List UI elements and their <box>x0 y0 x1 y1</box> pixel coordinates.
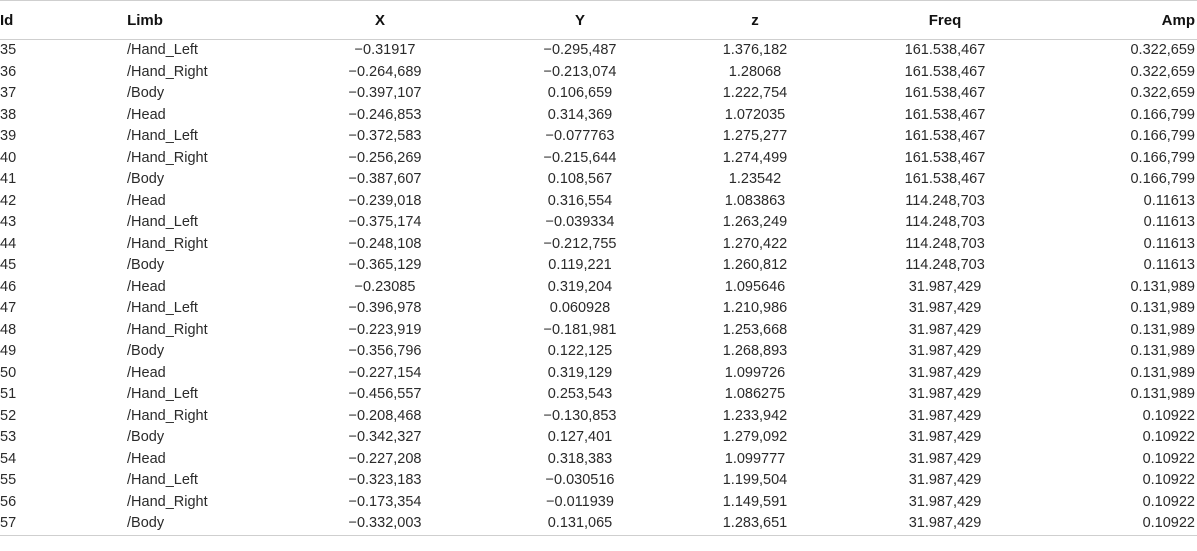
cell-x: −0.456,557 <box>348 386 422 402</box>
cell-x: −0.173,354 <box>348 493 422 510</box>
cell-z: 1.086275 <box>724 386 786 402</box>
cell-freq: 114.248,703 <box>905 214 985 230</box>
table-row <box>0 513 1197 535</box>
cell-x: −0.246,853 <box>348 106 422 123</box>
cell-x: −0.264,689 <box>348 63 422 80</box>
cell-amp: 0.10922 <box>1142 493 1195 510</box>
cell-freq: 31.987,429 <box>908 321 982 338</box>
cell-freq: 31.987,429 <box>908 364 982 381</box>
cell-freq: 31.987,429 <box>908 493 982 510</box>
table-row <box>0 406 1197 428</box>
cell-x: −0.372,583 <box>348 128 422 144</box>
cell-x: −0.223,919 <box>348 321 422 338</box>
cell-id: 37 <box>0 85 17 101</box>
cell-amp: 0.11613 <box>1143 192 1195 209</box>
cell-id: 55 <box>0 472 17 488</box>
cell-y: 0.319,129 <box>547 364 613 381</box>
cell-freq: 31.987,429 <box>830 513 1060 535</box>
cell-amp: 0.11613 <box>1143 257 1195 273</box>
cell-z: 1.274,499 <box>722 149 788 166</box>
table-row <box>0 320 1197 342</box>
cell-y: −0.213,074 <box>543 63 617 80</box>
cell-limb: /Hand_Right <box>127 407 208 424</box>
cell-x: −0.323,183 <box>348 472 422 488</box>
cell-id: 49 <box>0 343 17 359</box>
cell-y: 0.316,554 <box>547 192 613 209</box>
cell-z: 1.23542 <box>728 171 782 187</box>
table-row <box>0 191 1197 213</box>
cell-limb: /Hand_Right <box>127 493 208 510</box>
cell-z: 1.376,182 <box>722 42 788 58</box>
cell-limb: /Hand_Right <box>127 321 208 338</box>
cell-z: 1.28068 <box>728 63 782 80</box>
cell-limb: /Hand_Right <box>127 149 208 166</box>
cell-x: −0.387,607 <box>348 171 422 187</box>
cell-z: 1.199,504 <box>722 472 788 488</box>
cell-y: 0.131,065 <box>480 513 680 535</box>
cell-amp: 0.322,659 <box>1130 85 1195 101</box>
cell-id: 42 <box>0 192 17 209</box>
cell-limb: /Body <box>127 171 165 187</box>
cell-limb: /Body <box>127 343 165 359</box>
cell-freq: 161.538,467 <box>904 128 986 144</box>
cell-id: 57 <box>0 513 60 535</box>
table-row <box>0 384 1197 406</box>
cell-amp: 0.166,799 <box>1130 149 1195 166</box>
cell-z: 1.149,591 <box>722 493 788 510</box>
table-row <box>0 126 1197 148</box>
cell-limb: /Hand_Left <box>127 300 198 316</box>
cell-limb: /Hand_Left <box>127 386 198 402</box>
cell-z: 1.072035 <box>724 106 786 123</box>
table-row <box>0 341 1197 363</box>
cell-x: −0.31917 <box>354 42 416 58</box>
cell-y: −0.130,853 <box>543 407 617 424</box>
cell-y: 0.108,567 <box>547 171 613 187</box>
header-freq: Freq <box>830 1 1060 40</box>
cell-x: −0.396,978 <box>348 300 422 316</box>
cell-amp: 0.131,989 <box>1130 321 1195 338</box>
cell-limb: /Hand_Left <box>127 214 198 230</box>
cell-limb: /Head <box>127 192 166 209</box>
cell-limb: /Hand_Left <box>127 472 198 488</box>
cell-y: 0.122,125 <box>547 343 613 359</box>
cell-amp: 0.322,659 <box>1130 42 1195 58</box>
cell-amp: 0.131,989 <box>1130 343 1195 359</box>
cell-id: 39 <box>0 128 17 144</box>
cell-x: −0.227,208 <box>348 450 422 467</box>
cell-limb: /Head <box>127 106 166 123</box>
table-row <box>0 449 1197 471</box>
cell-limb: /Head <box>127 364 166 381</box>
cell-z: 1.210,986 <box>722 300 788 316</box>
cell-amp: 0.166,799 <box>1130 171 1195 187</box>
cell-z: 1.233,942 <box>722 407 788 424</box>
cell-z: 1.268,893 <box>722 343 788 359</box>
cell-id: 35 <box>0 42 17 58</box>
table-row <box>0 363 1197 385</box>
header-z: z <box>680 1 830 40</box>
table-row <box>0 62 1197 84</box>
cell-freq: 161.538,467 <box>904 42 986 58</box>
cell-limb: /Hand_Left <box>127 42 198 58</box>
cell-amp: 0.131,989 <box>1130 364 1195 381</box>
cell-amp: 0.10922 <box>1060 513 1197 535</box>
cell-id: 45 <box>0 257 17 273</box>
table-row <box>0 492 1197 514</box>
cell-id: 53 <box>0 429 17 445</box>
table-row <box>0 169 1197 191</box>
cell-amp: 0.10922 <box>1142 450 1195 467</box>
cell-amp: 0.10922 <box>1142 407 1195 424</box>
table-row <box>0 40 1197 62</box>
cell-id: 54 <box>0 450 17 467</box>
cell-limb: /Hand_Right <box>127 63 208 80</box>
cell-amp: 0.11613 <box>1143 235 1195 252</box>
cell-id: 56 <box>0 493 17 510</box>
table-header <box>0 1 1197 40</box>
cell-freq: 31.987,429 <box>908 407 982 424</box>
cell-y: 0.314,369 <box>547 106 613 123</box>
header-y: Y <box>480 1 680 40</box>
cell-limb: /Body <box>127 429 165 445</box>
cell-freq: 31.987,429 <box>908 343 982 359</box>
cell-freq: 161.538,467 <box>904 63 986 80</box>
cell-z: 1.279,092 <box>722 429 788 445</box>
cell-y: −0.039334 <box>545 214 615 230</box>
cell-freq: 114.248,703 <box>905 192 985 209</box>
cell-amp: 0.166,799 <box>1130 106 1195 123</box>
cell-y: 0.318,383 <box>547 450 613 467</box>
cell-y: 0.119,221 <box>548 257 612 273</box>
cell-freq: 31.987,429 <box>908 429 982 445</box>
cell-x: −0.342,327 <box>348 429 422 445</box>
cell-x: −0.23085 <box>354 278 416 295</box>
table-row <box>0 298 1197 320</box>
cell-freq: 31.987,429 <box>908 386 982 402</box>
cell-y: −0.215,644 <box>543 149 617 166</box>
cell-limb: /Body <box>127 85 165 101</box>
cell-z: 1.099777 <box>724 450 786 467</box>
cell-limb: /Head <box>127 278 166 295</box>
table-row <box>0 255 1197 277</box>
cell-y: 0.127,401 <box>547 429 613 445</box>
cell-id: 36 <box>0 63 17 80</box>
cell-id: 40 <box>0 149 17 166</box>
cell-freq: 31.987,429 <box>908 450 982 467</box>
cell-y: 0.106,659 <box>547 85 613 101</box>
cell-y: 0.060928 <box>549 300 611 316</box>
header-limb: Limb <box>60 1 280 40</box>
cell-x: −0.256,269 <box>348 149 422 166</box>
cell-amp: 0.322,659 <box>1130 63 1195 80</box>
cell-limb: /Hand_Left <box>127 128 198 144</box>
cell-limb: /Hand_Right <box>127 235 208 252</box>
cell-freq: 114.248,703 <box>905 235 985 252</box>
cell-amp: 0.10922 <box>1142 472 1195 488</box>
cell-z: 1.283,651 <box>680 513 830 535</box>
cell-x: −0.208,468 <box>348 407 422 424</box>
cell-freq: 161.538,467 <box>904 106 986 123</box>
cell-limb: /Head <box>127 450 166 467</box>
cell-limb: /Body <box>127 257 165 273</box>
cell-freq: 161.538,467 <box>904 149 986 166</box>
cell-y: −0.181,981 <box>543 321 617 338</box>
cell-x: −0.397,107 <box>348 85 422 101</box>
header-row <box>0 1 1197 40</box>
cell-x: −0.375,174 <box>348 214 422 230</box>
table-row <box>0 277 1197 299</box>
cell-y: 0.319,204 <box>547 278 613 295</box>
cell-z: 1.270,422 <box>722 235 788 252</box>
cell-limb: /Body <box>60 513 280 535</box>
table-row <box>0 83 1197 105</box>
cell-z: 1.263,249 <box>722 214 788 230</box>
cell-amp: 0.131,989 <box>1130 300 1195 316</box>
cell-y: 0.253,543 <box>547 386 613 402</box>
cell-id: 51 <box>0 386 17 402</box>
cell-amp: 0.10922 <box>1142 429 1195 445</box>
cell-freq: 161.538,467 <box>904 171 986 187</box>
cell-amp: 0.131,989 <box>1130 386 1195 402</box>
cell-id: 41 <box>0 171 17 187</box>
header-x: X <box>280 1 480 40</box>
cell-id: 48 <box>0 321 17 338</box>
cell-z: 1.260,812 <box>722 257 788 273</box>
cell-y: −0.011939 <box>546 493 614 510</box>
cell-freq: 31.987,429 <box>908 300 982 316</box>
cell-x: −0.365,129 <box>348 257 422 273</box>
table-row <box>0 105 1197 127</box>
cell-id: 52 <box>0 407 17 424</box>
table-row <box>0 427 1197 449</box>
cell-z: 1.222,754 <box>722 85 788 101</box>
cell-freq: 114.248,703 <box>905 257 985 273</box>
cell-y: −0.077763 <box>545 128 615 144</box>
cell-amp: 0.166,799 <box>1130 128 1195 144</box>
cell-y: −0.212,755 <box>543 235 617 252</box>
header-amp: Amp <box>1060 1 1197 40</box>
table-row <box>0 470 1197 492</box>
cell-id: 38 <box>0 106 17 123</box>
cell-y: −0.030516 <box>545 472 615 488</box>
cell-amp: 0.11613 <box>1143 214 1195 230</box>
cell-x: −0.239,018 <box>348 192 422 209</box>
cell-x: −0.332,003 <box>280 513 480 535</box>
cell-id: 44 <box>0 235 17 252</box>
cell-z: 1.275,277 <box>722 128 788 144</box>
cell-amp: 0.131,989 <box>1130 278 1195 295</box>
cell-y: −0.295,487 <box>543 42 617 58</box>
table-row <box>0 148 1197 170</box>
cell-freq: 31.987,429 <box>908 278 982 295</box>
cell-z: 1.095646 <box>724 278 786 295</box>
table-row <box>0 212 1197 234</box>
cell-z: 1.253,668 <box>722 321 788 338</box>
cell-id: 47 <box>0 300 17 316</box>
cell-z: 1.083863 <box>724 192 786 209</box>
cell-id: 46 <box>0 278 17 295</box>
cell-freq: 161.538,467 <box>904 85 986 101</box>
table-body <box>0 40 1197 536</box>
cell-id: 50 <box>0 364 17 381</box>
cell-x: −0.248,108 <box>348 235 422 252</box>
cell-freq: 31.987,429 <box>908 472 982 488</box>
cell-x: −0.356,796 <box>348 343 422 359</box>
cell-x: −0.227,154 <box>348 364 422 381</box>
cell-z: 1.099726 <box>724 364 786 381</box>
header-id: Id <box>0 1 60 40</box>
cell-id: 43 <box>0 214 17 230</box>
table-row <box>0 234 1197 256</box>
